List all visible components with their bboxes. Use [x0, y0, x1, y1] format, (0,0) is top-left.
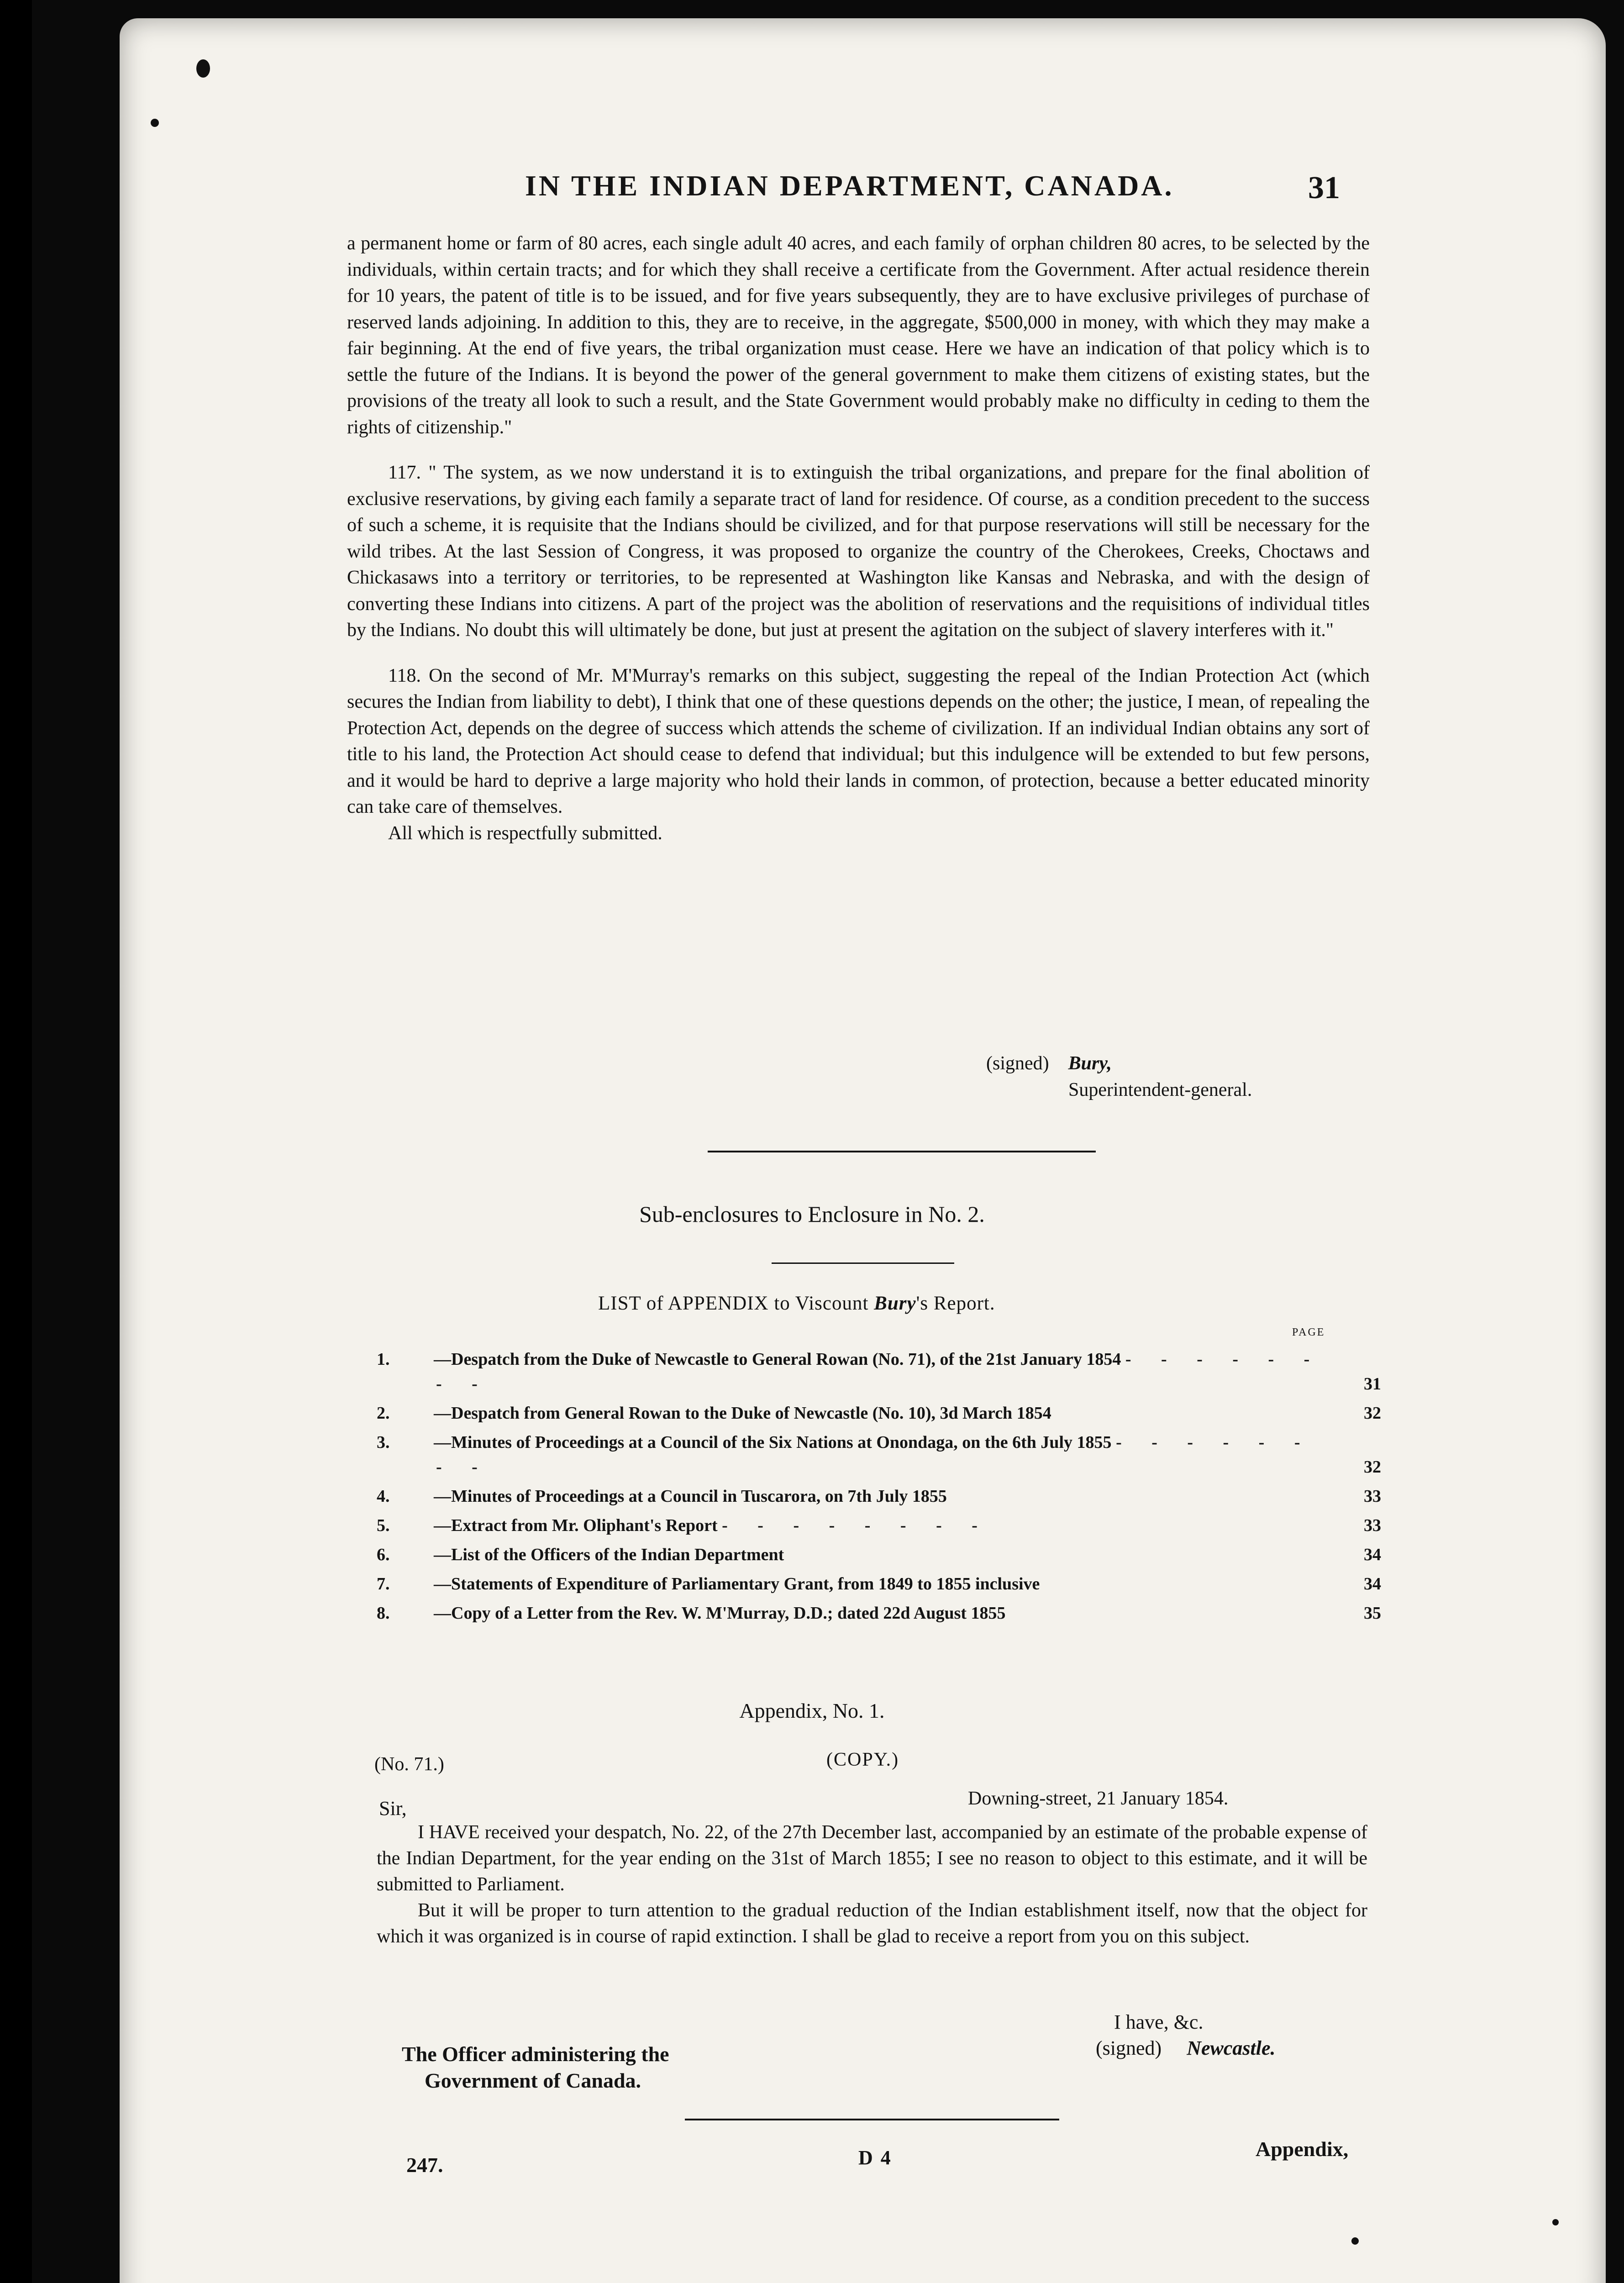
printer-signature-mark: D 4: [858, 2146, 892, 2169]
letter-body: [377, 1820, 1367, 1950]
item-number: 4.: [377, 1487, 390, 1506]
item-page: 31: [1364, 1374, 1381, 1394]
item-page: 35: [1364, 1604, 1381, 1623]
appendix-heading: Appendix, No. 1.: [739, 1699, 885, 1722]
scan-speck: [151, 119, 159, 127]
item-text: —Despatch from the Duke of Newcastle to General Rowan (No. 71), of the 21st January 1854: [434, 1350, 1121, 1369]
closing-formula: I have, &c.: [1114, 2011, 1204, 2033]
item-text: —Extract from Mr. Oliphant's Report: [434, 1516, 718, 1535]
item-page: 34: [1364, 1545, 1381, 1564]
end-rule: [685, 2119, 1059, 2120]
item-number: 3.: [377, 1433, 390, 1452]
letter-closing: [1096, 2009, 1276, 2061]
item-text: —Despatch from General Rowan to the Duke of Newcastle (No. 10), 3d March 1854: [434, 1404, 1051, 1423]
paragraph-continuation: a permanent home or farm of 80 acres, each single adult 40 acres, and each family of orphan children 80 acres, to be selected by the individuals, within certain tracts; and for which they shall receive a certificate from the Government. After actual residence therein for 10 years, the patent of title is to be issued, and for five years subsequently, they are to have exclusive privileges of purchase of reserved lands adjoining. In addition to this, they are to receive, in the aggregate, $500,000 in money, with which they may make a fair beginning. At the end of five years, the tribal organization must cease. Here we have an indication of that policy which is to settle the future of the Indians. It is beyond the power of the general government to make them citizens of existing states, but the provisions of the treaty all look to such a result, and the State Government would probably make no difficulty in ceding to them the rights of citizenship.": [347, 233, 1370, 438]
page-number: 31: [1308, 170, 1340, 205]
body-text: [347, 231, 1370, 847]
lead-word: I HAVE: [418, 1822, 480, 1843]
item-number: 5.: [377, 1516, 390, 1535]
letter-paragraph-text: received your despatch, No. 22, of the 27th December last, accompanied by an estimate of the probable expense of the Indian Department, for the year ending on the 31st of March 1855; I see no reason to object to this estimate, and it will be submitted to Parliament.: [377, 1822, 1367, 1895]
leader-dots: - - - - - - - -: [436, 1433, 1313, 1477]
list-item: [377, 1513, 1381, 1538]
closing-signed-label: (signed): [1096, 2037, 1162, 2059]
despatch-number: (No. 71.): [374, 1754, 444, 1775]
paragraph-117: 117. " The system, as we now understand it is to extinguish the tribal organizations, and prepare for the final abolition of exclusive reservations, by giving each family a separate tract of land for residence. Of course, as a condition precedent to the success of such a scheme, it is requisite that the Indians should be civilized, and for that purpose reservations will still be necessary for the wild tribes. At the last Session of Congress, it was proposed to organize the country of the Cherokees, Creeks, Choctaws and Chickasaws into a territory or territories, to be represented at Washington like Kansas and Nebraska, and with the design of converting these Indians into citizens. A part of the project was the abolition of reservations and the requisitions of individual titles by the Indians. No doubt this will ultimately be done, but just at present the agitation on the subject of slavery interferes with it.": [347, 462, 1370, 641]
letter-dateline: Downing-street, 21 January 1854.: [968, 1788, 1229, 1809]
addressee-line: Government of Canada.: [425, 2069, 641, 2092]
scan-dark-edge: [0, 0, 32, 2283]
item-number: 1.: [377, 1350, 390, 1369]
list-heading-prefix: LIST of APPENDIX to Viscount: [598, 1293, 874, 1314]
item-page: 33: [1364, 1487, 1381, 1506]
leader-dots: - - - - - - - -: [722, 1516, 990, 1535]
list-heading-suffix: 's Report.: [916, 1293, 995, 1314]
item-number: 8.: [377, 1604, 390, 1623]
section-divider: [708, 1151, 1096, 1152]
letter-paragraph: But it will be proper to turn attention to the gradual reduction of the Indian establishment itself, now that the object for which it was organized is in course of rapid extinction. I shall be glad to receive a report from you on this subject.: [377, 1900, 1367, 1947]
sheet-number: 247.: [406, 2153, 443, 2177]
scan-speck: [1552, 2219, 1559, 2225]
signed-label: (signed): [986, 1053, 1049, 1074]
closing-signatory: Newcastle.: [1187, 2037, 1276, 2059]
list-heading-name: Bury: [874, 1293, 916, 1314]
page-column-label: PAGE: [1292, 1326, 1325, 1338]
signatory-title: Superintendent-general.: [1068, 1079, 1252, 1100]
leader-dots: - - - - - - - -: [436, 1350, 1323, 1394]
list-item: [377, 1542, 1381, 1567]
scan-speck: [1351, 2237, 1359, 2245]
item-text: —Statements of Expenditure of Parliamentary Grant, from 1849 to 1855 inclusive: [434, 1574, 1040, 1594]
copy-label: (COPY.): [826, 1749, 899, 1770]
list-item: [377, 1347, 1381, 1396]
item-page: 32: [1364, 1404, 1381, 1423]
catchword: Appendix,: [1256, 2137, 1349, 2161]
appendix-list: [377, 1347, 1381, 1630]
list-item: [377, 1601, 1381, 1625]
sub-enclosures-heading: Sub-enclosures to Enclosure in No. 2.: [639, 1201, 985, 1227]
item-number: 7.: [377, 1574, 390, 1594]
item-text: —Minutes of Proceedings at a Council of the Six Nations at Onondaga, on the 6th July 1855: [434, 1433, 1112, 1452]
list-item: [377, 1430, 1381, 1479]
item-text: —Copy of a Letter from the Rev. W. M'Murray, D.D.; dated 22d August 1855: [434, 1604, 1006, 1623]
paragraph-118: 118. On the second of Mr. M'Murray's remarks on this subject, suggesting the repeal of the Indian Protection Act (which secures the Indian from liability to debt), I think that one of these questions depends on the other; the justice, I mean, of repealing the Protection Act, depends on the degree of success which attends the scheme of civilization. If an individual Indian obtains any sort of title to his land, the Protection Act should cease to defend that individual; but this indulgence will be extended to but few persons, and it would be hard to deprive a large majority who hold their lands in common, of protection, because a better educated minority can take care of themselves.: [347, 665, 1370, 817]
signatory-name: Bury,: [1068, 1053, 1112, 1074]
item-page: 33: [1364, 1516, 1381, 1535]
item-text: —Minutes of Proceedings at a Council in Tuscarora, on 7th July 1855: [434, 1487, 947, 1506]
running-head: IN THE INDIAN DEPARTMENT, CANADA.: [525, 169, 1174, 202]
scan-speck: [196, 59, 210, 78]
addressee-line: The Officer administering the: [402, 2042, 669, 2066]
list-item: [377, 1572, 1381, 1596]
appendix-list-heading: [598, 1292, 995, 1315]
heading-rule: [772, 1262, 954, 1264]
submission-line: All which is respectfully submitted.: [388, 822, 662, 844]
item-number: 6.: [377, 1545, 390, 1564]
list-item: [377, 1484, 1381, 1509]
list-item: [377, 1401, 1381, 1426]
letter-paragraph: [377, 1820, 1367, 1898]
letter-addressee: [402, 2041, 669, 2094]
item-text: —List of the Officers of the Indian Department: [434, 1545, 784, 1564]
item-page: 32: [1364, 1457, 1381, 1477]
signature-block: [986, 1050, 1252, 1103]
item-number: 2.: [377, 1404, 390, 1423]
item-page: 34: [1364, 1574, 1381, 1594]
letter-salutation: Sir,: [379, 1797, 407, 1820]
